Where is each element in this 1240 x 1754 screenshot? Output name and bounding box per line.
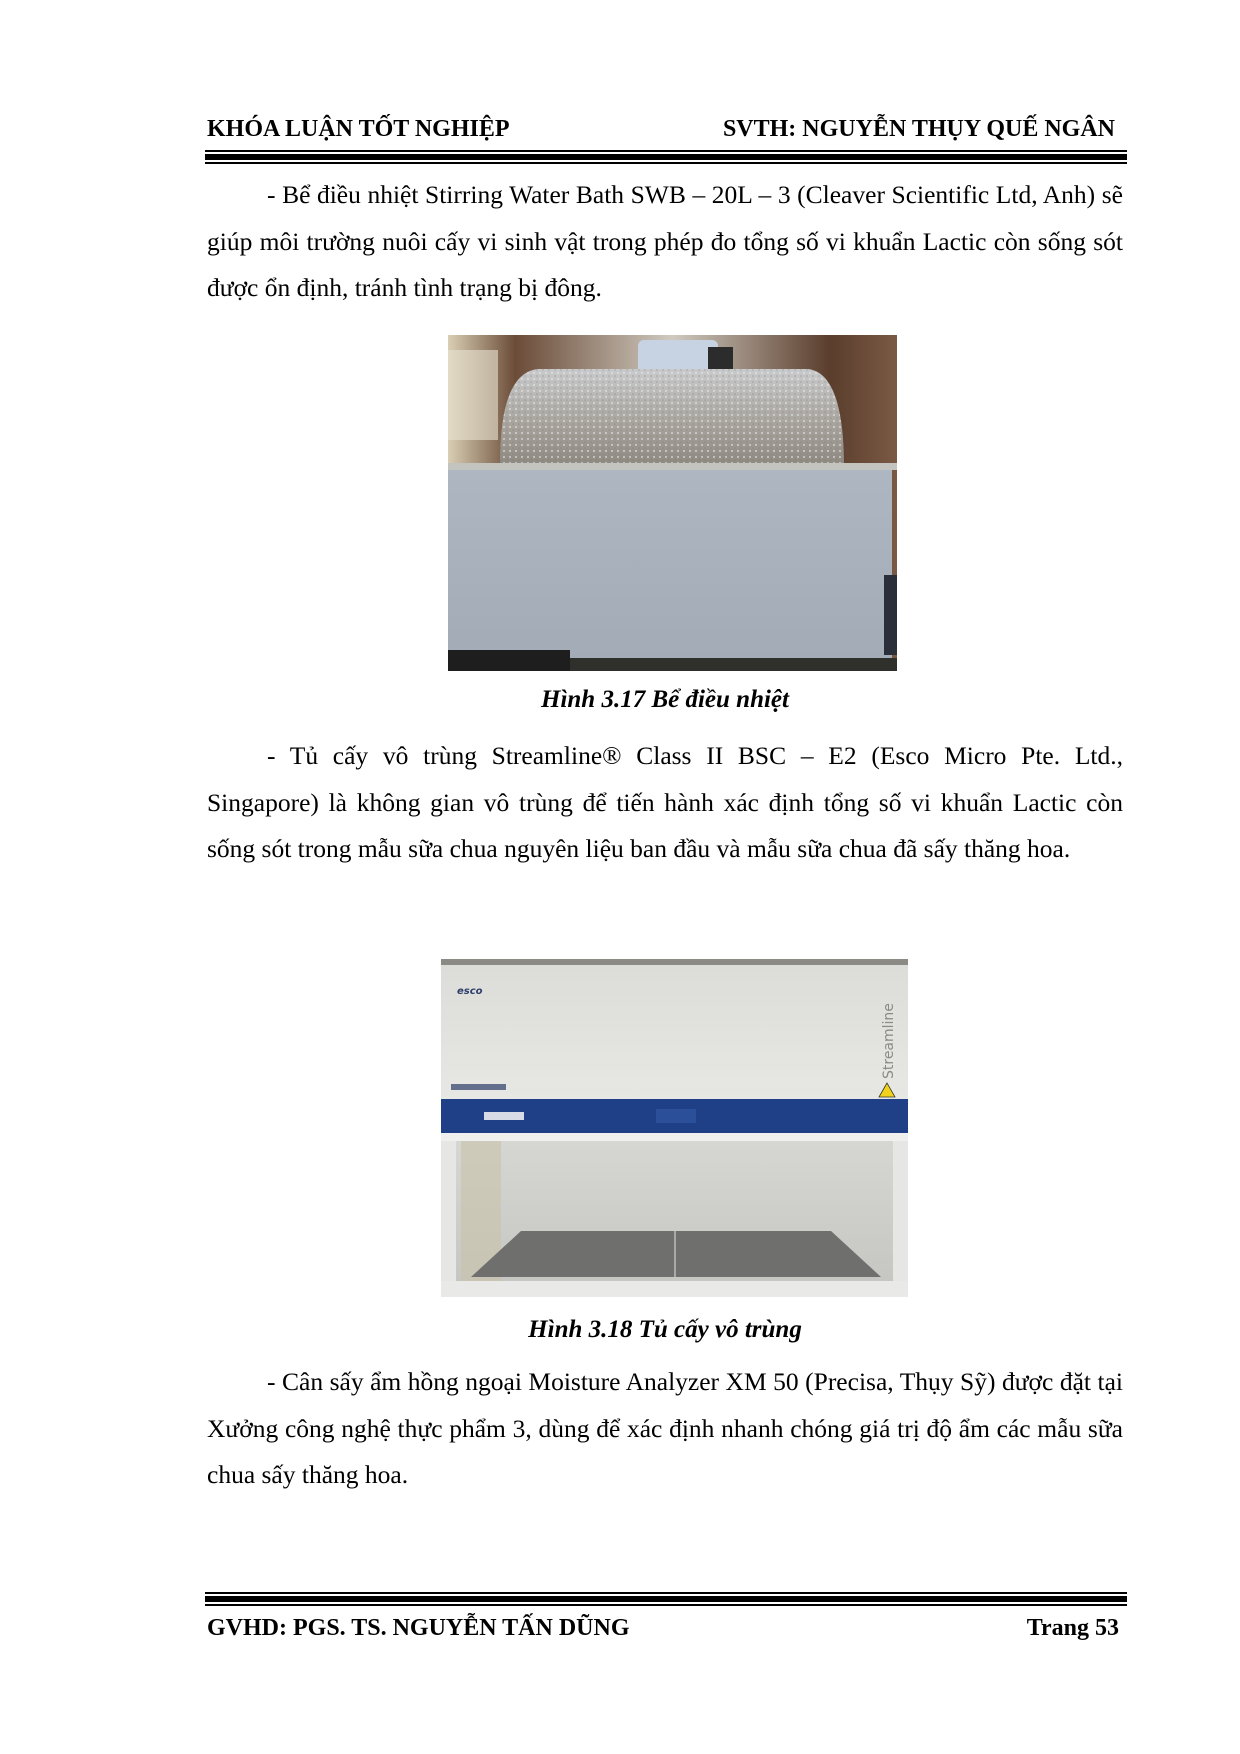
footer-supervisor: GVHD: PGS. TS. NGUYỄN TẤN DŨNG	[207, 1615, 630, 1641]
svg-text:Streamline: Streamline	[881, 1003, 897, 1079]
page-footer	[207, 1611, 1127, 1645]
paragraph-moisture-analyzer: - Cân sấy ẩm hồng ngoại Moisture Analyzer XM 50 (Precisa, Thụy Sỹ) được đặt tại Xưởng công nghệ thực phẩm 3, dùng để xác định nhanh chóng giá trị độ ẩm các mẫu sữa chua sấy thăng hoa.	[207, 1367, 1123, 1490]
figure-water-bath-photo	[448, 335, 897, 671]
header-thesis-title: KHÓA LUẬN TỐT NGHIỆP	[207, 116, 510, 142]
header-student-name: SVTH: NGUYỄN THỤY QUẾ NGÂN	[722, 116, 1115, 142]
figure-caption-3-17: Hình 3.17 Bể điều nhiệt	[541, 686, 789, 713]
paragraph-water-bath: - Bể điều nhiệt Stirring Water Bath SWB – 20L – 3 (Cleaver Scientific Ltd, Anh) sẽ giúp môi trường nuôi cấy vi sinh vật trong phép đo tổng số vi khuẩn Lactic còn sống sót được ổn định, tránh tình trạng bị đông.	[207, 180, 1123, 303]
esco-logo-label: esco	[457, 986, 483, 997]
figure-biosafety-cabinet-photo	[441, 959, 908, 1297]
footer-rule	[205, 1592, 1127, 1606]
paragraph-biosafety-cabinet: - Tủ cấy vô trùng Streamline® Class II BSC – E2 (Esco Micro Pte. Ltd., Singapore) là không gian vô trùng để tiến hành xác định tổng số vi khuẩn Lactic còn sống sót trong mẫu sữa chua nguyên liệu ban đầu và mẫu sữa chua đã sấy thăng hoa.	[207, 741, 1123, 864]
footer-page-number: Trang 53	[1026, 1615, 1119, 1641]
header-rule	[205, 150, 1127, 164]
figure-caption-3-18: Hình 3.18 Tủ cấy vô trùng	[528, 1316, 802, 1343]
page-header	[207, 112, 1127, 146]
